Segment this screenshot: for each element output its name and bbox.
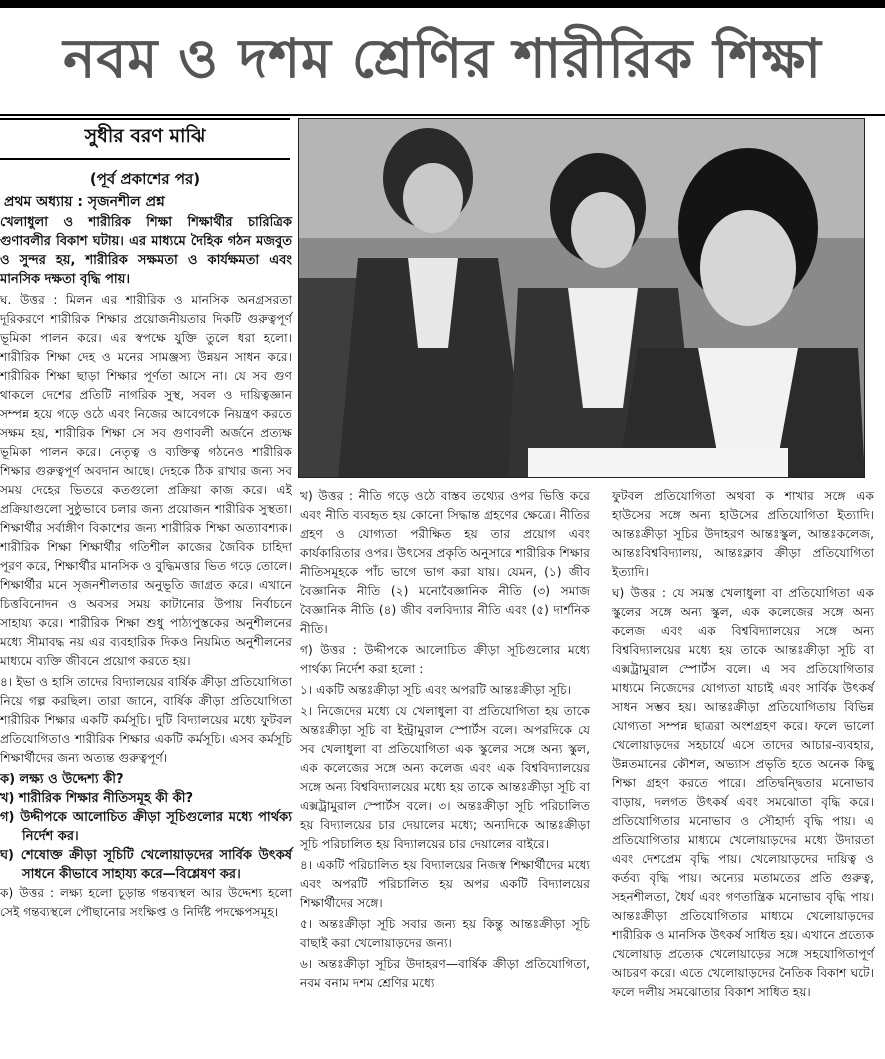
answer-ka: ক) উত্তর : লক্ষ্য হলো চূড়ান্ত গন্তব্যস্থল আর উদ্দেশ্য হলো সেই গন্তব্যস্থলে পৌছানোর সংক্ষিপ্ত ও নির্দিষ্ট পদক্ষেপসমূহ। (0, 886, 292, 919)
continued-text: ফুটবল প্রতিযোগিতা অথবা ক শাখার সঙ্গে এক হাউসের সঙ্গে অন্য হাউসের প্রতিযোগিতা ইত্যাদি। আন্তঃক্রীড়া সূচির উদাহরণ আন্তঃস্কুল, আন্তঃকলেজ, আন্তঃবিশ্ববিদ্যালয়, আন্তঃক্লাব ক্রীড়া প্রতিযোগিতা ইত্যাদি। (612, 489, 874, 579)
top-rule (0, 0, 885, 8)
answer-gha-final: ঘ) উত্তর : যে সমস্ত খেলাধুলা বা প্রতিযোগিতা এক স্কুলের সঙ্গে অন্য স্কুল, এক কলেজের সঙ্গে অন্য কলেজ এবং এক বিশ্ববিদ্যালয়ের সঙ্গে অন্য বিশ্ববিদ্যালয়ের মধ্যে হয় তাকে আন্তঃক্রীড়া সূচি বা এক্সট্রামুরাল স্পোর্টস বলে। এ সব প্রতিযোগিতার মাধ্যমে নিজেদের যোগ্যতা যাচাই এবং সার্বিক উৎকর্ষ সাধন সম্ভব হয়। আন্তঃক্রীড়া প্রতিযোগিতায় বিভিন্ন যোগ্যতা সম্পন্ন ছাত্ররা অংশগ্রহণ করে। ফলে ভালো খেলোয়াড়দের সহচার্যে এসে তাদের আচার-ব্যবহার, উন্নতমানের কৌশল, অভ্যাস প্রভৃতি হতে অনেক কিছু শিক্ষা গ্রহণ করতে পারে। প্রতিদ্বন্দ্বিতার মনোভাব বাড়ায়, দলগত উৎকর্ষ এবং সমঝোতা বৃদ্ধি করে। প্রতিযোগিতার মনোভাব ও সৌহার্দ্য বৃদ্ধি পায়। এ প্রতিযোগিতার মাধ্যমে খেলোয়াড়দের মধ্যে উদারতা এবং দেশপ্রেম বৃদ্ধি পায়। খেলোয়াড়দের দায়িত্ব ও কর্তব্য বৃদ্ধি পায়। অন্যের মতামতের প্রতি গুরুত্ব, সহনশীলতা, ধৈর্য এবং গণতান্ত্রিক মনোভাব বৃদ্ধি পায়। আন্তঃক্রীড়া প্রতিযোগিতার মাধ্যমে খেলোয়াড়দের শারীরিক ও মানসিক উৎকর্ষ সাধিত হয়। এখানে প্রত্যেক খেলোয়াড় প্রত্যেক খেলোয়াড়ের সঙ্গে সহযোগিতাপূর্ণ আচরণ করে। এতে খেলোয়াড়দের নৈতিক বিকাশ ঘটে। ফলে দলীয় সমঝোতার বিকাশ সাধিত হয়। (612, 586, 874, 999)
answer-ga: গ) উত্তর : উদ্দীপকে আলোচিত ক্রীড়া সূচিগুলোর মধ্যে পার্থক্য নির্দেশ করা হলো : (300, 643, 590, 676)
question-list (0, 770, 292, 884)
photo-illustration (298, 118, 865, 478)
chapter-heading: প্রথম অধ্যায় : সৃজনশীল প্রশ্ন (4, 194, 165, 210)
question-4-stem: ৪। ইভা ও হাসি তাদের বিদ্যালয়ের বার্ষিক ক্রীড়া প্রতিযোগিতা নিয়ে গল্প করছিল। তারা জানে, বার্ষিক ক্রীড়া প্রতিযোগিতা শারীরিক শিক্ষার একটি কর্মসূচি। দুটি বিদ্যালয়ের মধ্যে ফুটবল প্রতিযোগিতাও শারীরিক শিক্ষার একটি কর্মসূচি। এসব কর্মসূচি শিক্ষার্থীদের জন্য অত্যন্ত গুরুত্বপূর্ণ। (0, 675, 292, 765)
question-item: ঘ) শেষোক্ত ক্রীড়া সূচিটি খেলোয়াড়দের সার্বিক উৎকর্ষ সাধনে কীভাবে সাহায্য করে—বিশ্লেষণ কর। (0, 848, 292, 882)
author-rule-bottom (0, 158, 290, 160)
difference-point: ২। নিজেদের মধ্যে যে খেলাধুলা বা প্রতিযোগিতা হয় তাকে অন্তঃক্রীড়া সূচি বা ইন্ট্রামুরাল স্পোর্টস বলে। অপরদিকে যে সব খেলাধুলা বা প্রতিযোগিতা এক স্কুলের সঙ্গে অন্য স্কুল, এক কলেজের সঙ্গে অন্য কলেজ এবং এক বিশ্ববিদ্যালয়ের সঙ্গে অন্য বিশ্ববিদ্যালয়ের মধ্যে হয় তাকে আন্তঃক্রীড়া সূচি বা এক্সট্রামুরাল স্পোর্টস বলে। ৩। অন্তঃক্রীড়া সূচি পরিচালিত হয় বিদ্যালয়ের চার দেয়ালের মধ্যে; অন্যদিকে আন্তঃক্রীড়া সূচি পরিচালিত হয় বিদ্যালয়ের চার দেয়ালের বাইরে। (300, 704, 590, 851)
difference-point: ১। একটি অন্তঃক্রীড়া সূচি এবং অপরটি আন্তঃক্রীড়া সূচি। (300, 683, 572, 697)
answer-gha: ঘ. উত্তর : মিলন এর শারীরিক ও মানসিক অনগ্রসরতা দূরিকরণে শারীরিক শিক্ষার প্রয়োজনীয়তার দিকটি গুরুত্বপূর্ণ ভূমিকা পালন করে। এর স্বপক্ষে যুক্তি তুলে ধরা হলো। শারীরিক শিক্ষা দেহ ও মনের সামঞ্জস্য উন্নয়ন সাধন করে। শারীরিক শিক্ষা ছাড়া শিক্ষার পূর্ণতা আসে না। যে সব গুণ থাকলে দেশের প্রতিটি নাগরিক সুস্থ, সবল ও দায়িত্বজ্ঞান সম্পন্ন হয়ে গড়ে ওঠে এবং নিজের আবেগকে নিয়ন্ত্রণ করতে সক্ষম হয়, শারীরিক শিক্ষা সে সব গুণাবলী অর্জনে প্রত্যক্ষ ভূমিকা পালন করে। নেতৃত্ব ও ব্যক্তিত্ব গঠনেও শারীরিক শিক্ষার গুরুত্বপূর্ণ অবদান আছে। দেহকে ঠিক রাখার জন্য সব সময় দেহের ভিতরে কতগুলো প্রক্রিয়া কাজ করে। এই প্রক্রিয়াগুলো সুষ্ঠুভাবে চলার জন্য প্রয়োজন শারীরিক সুস্থতা। শিক্ষার্থীর সর্বাঙ্গীণ বিকাশের জন্য শারীরিক শিক্ষা অত্যাবশ্যক। শারীরিক শিক্ষা শিক্ষার্থীর গতিশীল কাজের জৈবিক চাহিদা পূরণ করে, শিক্ষার্থীর মানসিক ও বুদ্ধিমত্তার ভিত গড়ে তোলে। শিক্ষার্থীর মনে সৃজনশীলতার অনুভূতি জাগ্রত করে। এখানে চিত্তবিনোদন ও অবসর সময় কাটানোর উপায় নির্বাচনে সাহায্য করে। শারীরিক শিক্ষা শুধু পাঠ্যপুস্তকের অনুশীলনের মধ্যে সীমাবদ্ধ নয় এর ব্যবহারিক দিকও নিয়মিত অনুশীলনের মাধ্যমে ব্যক্তি জীবনে প্রয়োগ করতে হয়। (0, 293, 292, 668)
page-title: নবম ও দশম শ্রেণির শারীরিক শিক্ষা (63, 27, 822, 90)
author-byline: সুধীর বরণ মাঝি (84, 125, 206, 147)
difference-point: ৫। অন্তঃক্রীড়া সূচি সবার জন্য হয় কিন্তু আন্তঃক্রীড়া সূচি বাছাই করা খেলোয়াড়দের জন্য। (300, 917, 590, 950)
question-item: ক) লক্ষ্য ও উদ্দেশ্য কী? (0, 772, 124, 787)
difference-point: ৬। অন্তঃক্রীড়া সূচির উদাহরণ—বার্ষিক ক্রীড়া প্রতিযোগিতা, নবম বনাম দশম শ্রেণির মধ্যে (300, 957, 590, 990)
students-exam-photo (298, 118, 865, 478)
answer-kha: খ) উত্তর : নীতি গড়ে ওঠে বাস্তব তথ্যের ওপর ভিত্তি করে এবং নীতি ব্যবহৃত হয় কোনো সিদ্ধান্ত গ্রহণের ক্ষেত্রে। নীতির গ্রহণ ও যোগ্যতা পরীক্ষিত হয় তার প্রয়োগ এবং কার্যকারিতার ওপর। উৎসের প্রকৃতি অনুসারে শারীরিক শিক্ষার নীতিসমূহকে পাঁচ ভাগে ভাগ করা যায়। যেমন, (১) জীব বৈজ্ঞানিক নীতি (২) মনোবৈজ্ঞানিক নীতি (৩) সমাজ বৈজ্ঞানিক নীতি (৪) জীব বলবিদ্যার নীতি এবং (৫) দার্শনিক নীতি। (300, 489, 590, 636)
column-3 (612, 487, 874, 1004)
difference-point: ৪। একটি পরিচালিত হয় বিদ্যালয়ের নিজস্ব শিক্ষার্থীদের মধ্যে এবং অপরটি পরিচালিত হয় অপর একটি বিদ্যালয়ের শিক্ষার্থীদের সঙ্গে। (300, 858, 590, 910)
column-1 (0, 213, 292, 924)
question-item: গ) উদ্দীপকে আলোচিত ক্রীড়া সূচিগুলোর মধ্যে পার্থক্য নির্দেশ কর। (0, 810, 292, 844)
author-rule-top (0, 118, 290, 120)
question-item: খ) শারীরিক শিক্ষার নীতিসমূহ কী কী? (0, 791, 194, 806)
column-2 (300, 487, 590, 995)
continued-note: (পূর্ব প্রকাশের পর) (89, 170, 201, 188)
title-divider (0, 114, 885, 116)
intro-paragraph: খেলাধুলা ও শারীরিক শিক্ষা শিক্ষার্থীর চারিত্রিক গুণাবলীর বিকাশ ঘটায়। এর মাধ্যমে দৈহিক গঠন মজবুত ও সুন্দর হয়, শারীরিক সক্ষমতা ও কার্যক্ষমতা এবং মানসিক দক্ষতা বৃদ্ধি পায়। (0, 215, 292, 287)
